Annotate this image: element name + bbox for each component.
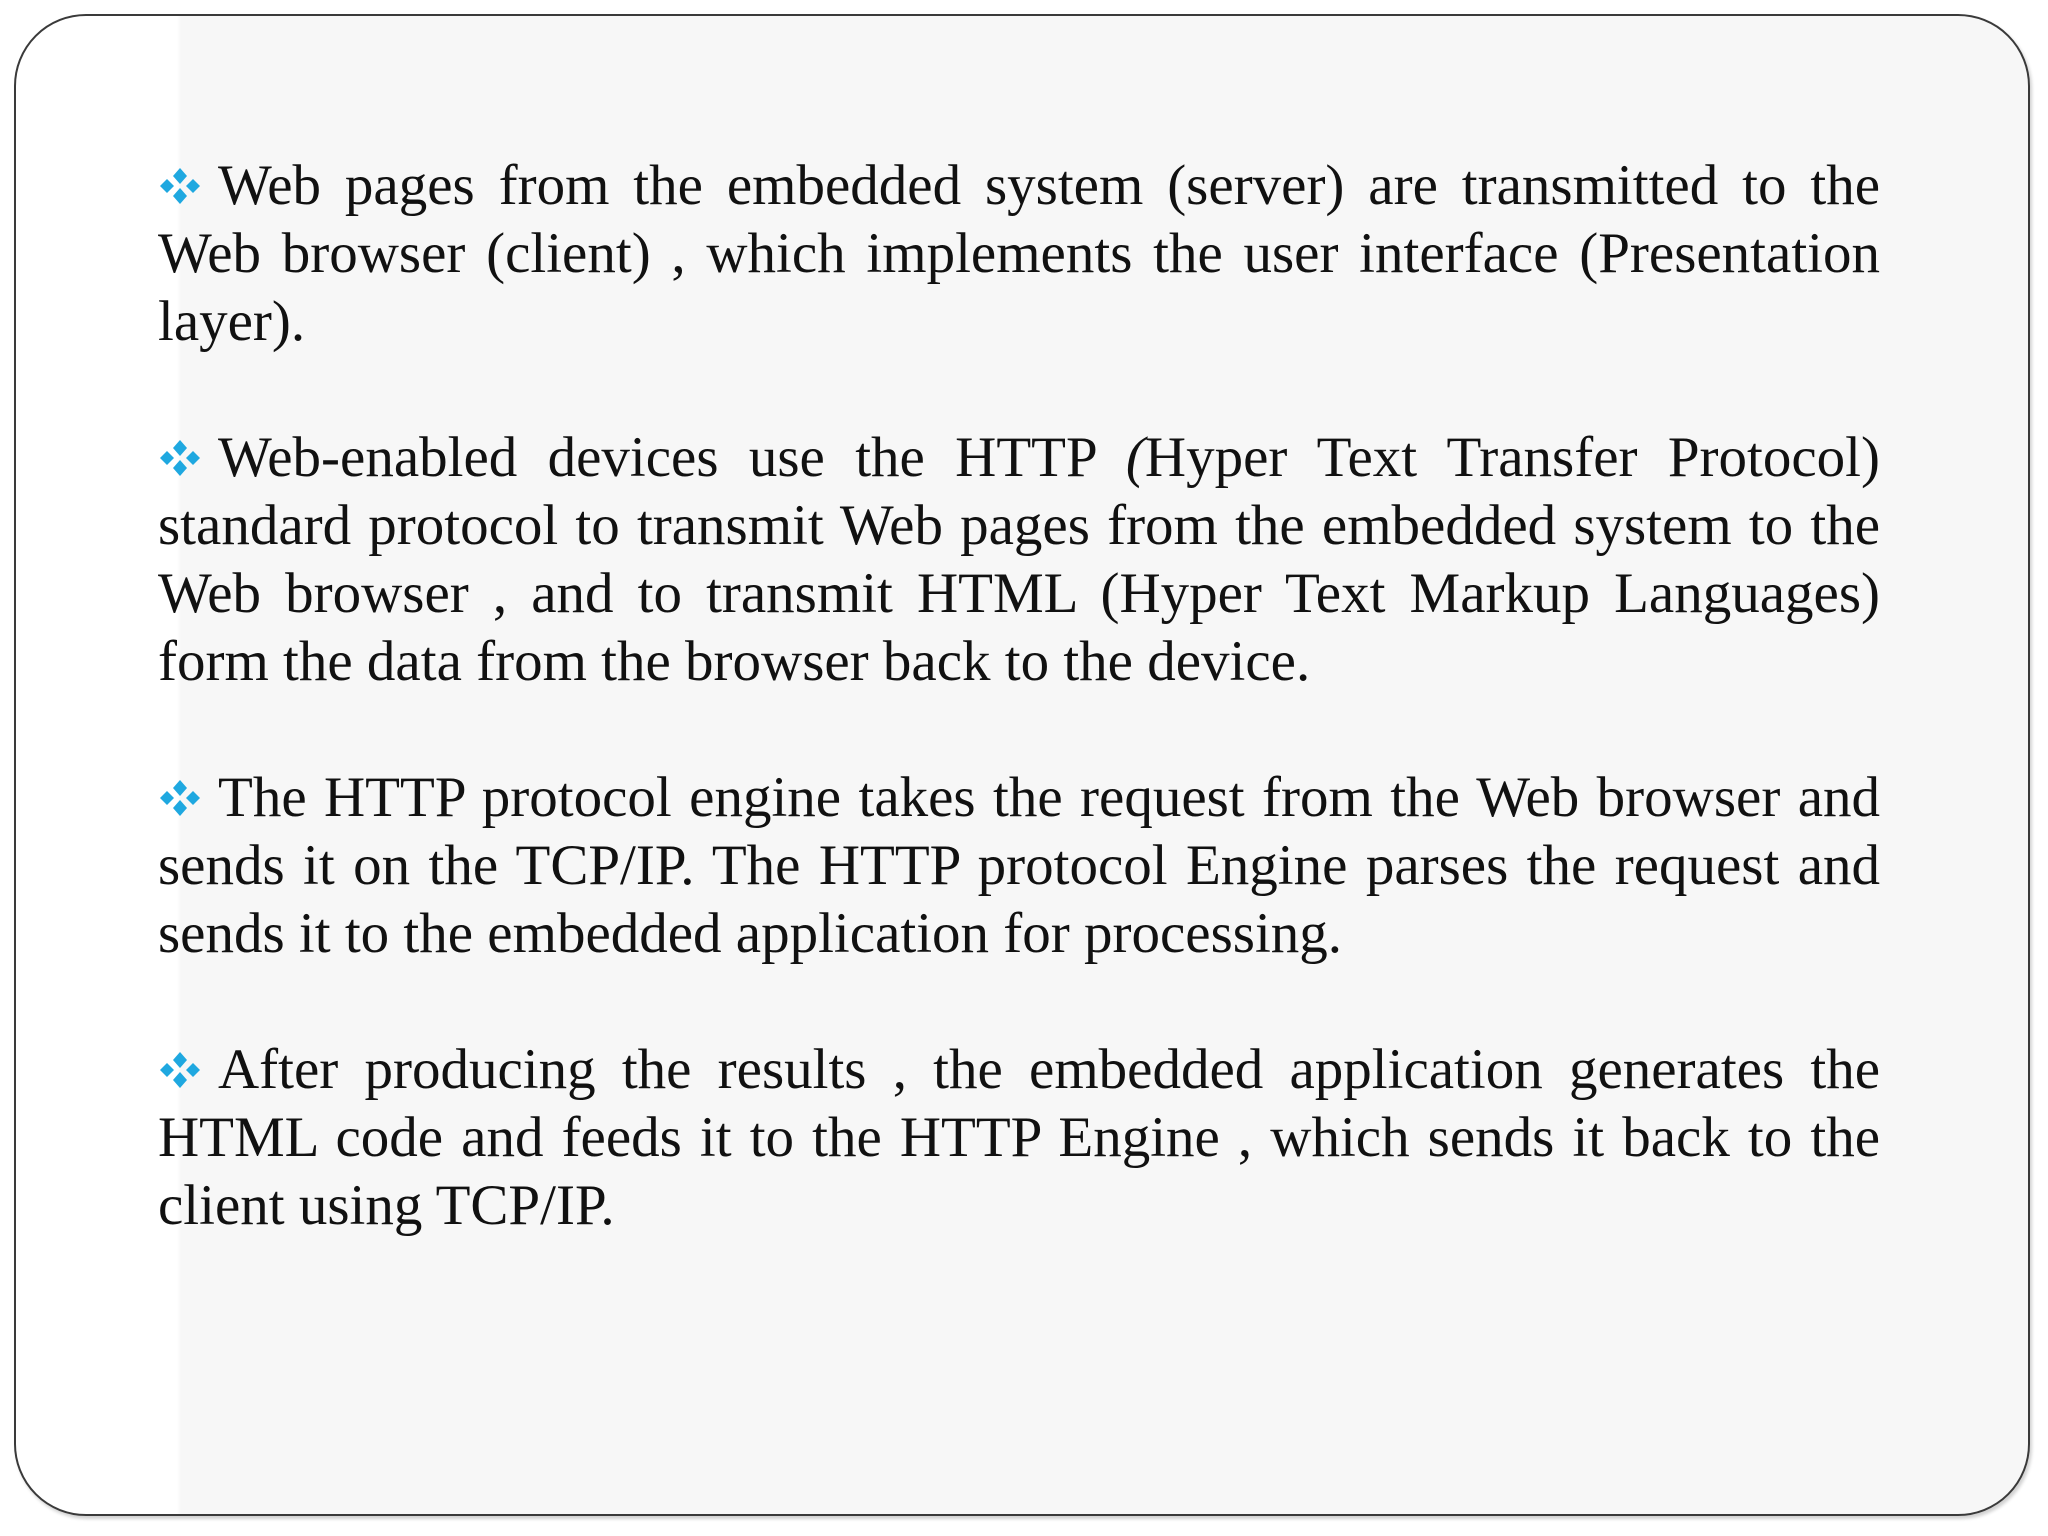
bullet-item [158, 152, 1880, 356]
diamond-bullet-icon [158, 1036, 218, 1104]
diamond-bullet-icon [158, 764, 218, 832]
diamond-bullet-icon [158, 424, 218, 492]
bullet-text: After producing the results , the embedded application generates the HTML code and feeds it to the HTTP Engine , which sends it back to the client using TCP/IP. [158, 1038, 1880, 1237]
bullet-item [158, 1036, 1880, 1240]
bullet-item [158, 764, 1880, 968]
bullet-text-part: Web-enabled devices use the HTTP [218, 426, 1126, 489]
bullet-text: The HTTP protocol engine takes the request from the Web browser and sends it on the TCP/IP. The HTTP protocol Engine parses the request and sends it to the embedded application for processing. [158, 766, 1880, 965]
bullet-text: Web pages from the embedded system (server) are transmitted to the Web browser (client) , which implements the user interface (Presentation layer). [158, 154, 1880, 353]
bullet-text-part: Hyper Text Transfer Protocol) standard protocol to transmit Web pages from the embedded system to the Web browser , and to transmit HTML (Hyper Text Markup Languages) form the data from the browser back to the device. [158, 426, 1880, 693]
bullet-list [158, 152, 1880, 1308]
bullet-text-italic: ( [1125, 426, 1145, 489]
diamond-bullet-icon [158, 152, 218, 220]
bullet-item [158, 424, 1880, 696]
